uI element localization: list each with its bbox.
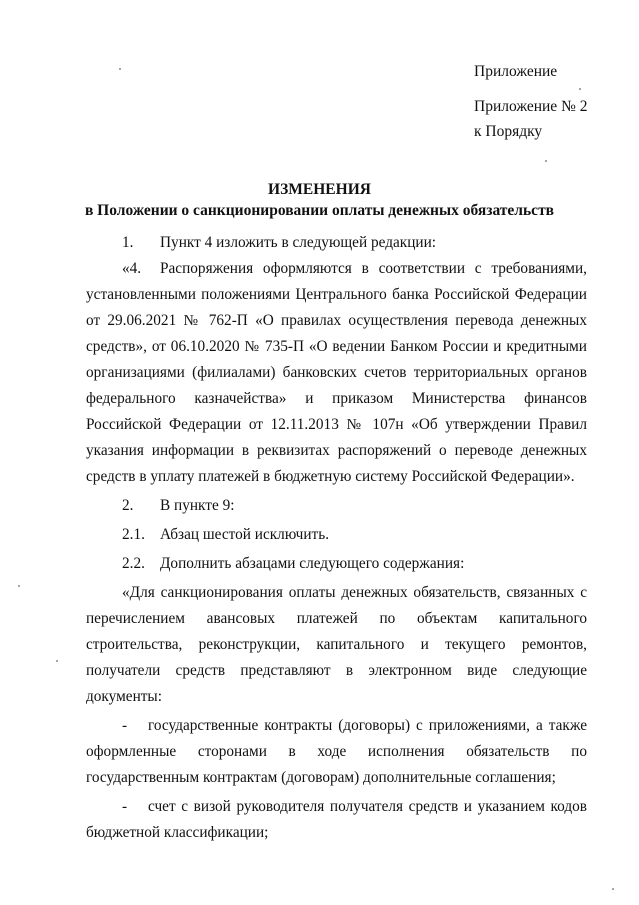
scan-speck: [612, 888, 614, 890]
item-2-number: 2.: [122, 497, 134, 514]
doc-subtitle: в Положении о санкционировании оплаты денежных обязательств: [84, 202, 555, 219]
bullet-contracts: [86, 713, 587, 791]
header-appendix: Приложение: [474, 63, 558, 80]
item-2-1-number: 2.1.: [122, 526, 145, 543]
bullet-invoice: [86, 794, 587, 846]
paragraph-4-text: Распоряжения оформляются в соответствии с требованиями, установленными положениями Центрального банка Российской Федерации от 29.06.2021 № 762-П «О правилах осуществления перевода денежных средств», от 06.10.2020 № 735-П «О ведении Банком России и кредитными организациями (филиалами) банковских счетов территориальных органов федерального казначейства» и приказом Министерства финансов Российской Федерации от 12.11.2013 № 107н «Об утверждении Правил указания информации в реквизитах распоряжений о переводе денежных средств в уплату платежей в бюджетную систему Российской Федерации».: [86, 260, 587, 485]
bullet-dash: -: [122, 717, 128, 734]
item-2: [86, 493, 587, 519]
doc-title: ИЗМЕНЕНИЯ: [268, 181, 371, 198]
item-2-2-text: Дополнить абзацами следующего содержания:: [160, 555, 465, 572]
item-2-2: [86, 551, 587, 577]
bullet-dash: -: [122, 798, 128, 815]
scan-speck: [119, 68, 121, 70]
bullet-contracts-text: государственные контракты (договоры) с приложениями, а также оформленные сторонами в ходе исполнения обязательств по государственным контрактам (договорам) дополнительные соглашения;: [86, 717, 587, 786]
item-1-number: 1.: [122, 234, 134, 251]
item-2-2-number: 2.2.: [122, 555, 145, 572]
item-2-1-text: Абзац шестой исключить.: [160, 526, 330, 543]
header-appendix-number: Приложение № 2: [474, 98, 588, 115]
scan-speck: [18, 585, 20, 587]
scan-speck: [579, 88, 581, 90]
paragraph-4-number: «4.: [122, 260, 142, 277]
item-2-text: В пункте 9:: [160, 497, 235, 514]
document-body: [86, 230, 587, 846]
scan-speck: [545, 160, 547, 162]
paragraph-4: [86, 256, 587, 490]
bullet-invoice-text: счет с визой руководителя получателя средств и указанием кодов бюджетной классификации;: [86, 798, 587, 841]
quoted-paragraph: «Для санкционирования оплаты денежных обязательств, связанных с перечислением авансовых платежей по объектам капитального строительства, реконструкции, капитального и текущего ремонтов, получатели средств представляют в электронном виде следующие документы:: [86, 584, 587, 705]
item-2-1: [86, 522, 587, 548]
item-1-text: Пункт 4 изложить в следующей редакции:: [160, 234, 437, 251]
scan-speck: [56, 660, 58, 662]
item-1: [86, 230, 587, 256]
header-to-order: к Порядку: [474, 123, 543, 140]
